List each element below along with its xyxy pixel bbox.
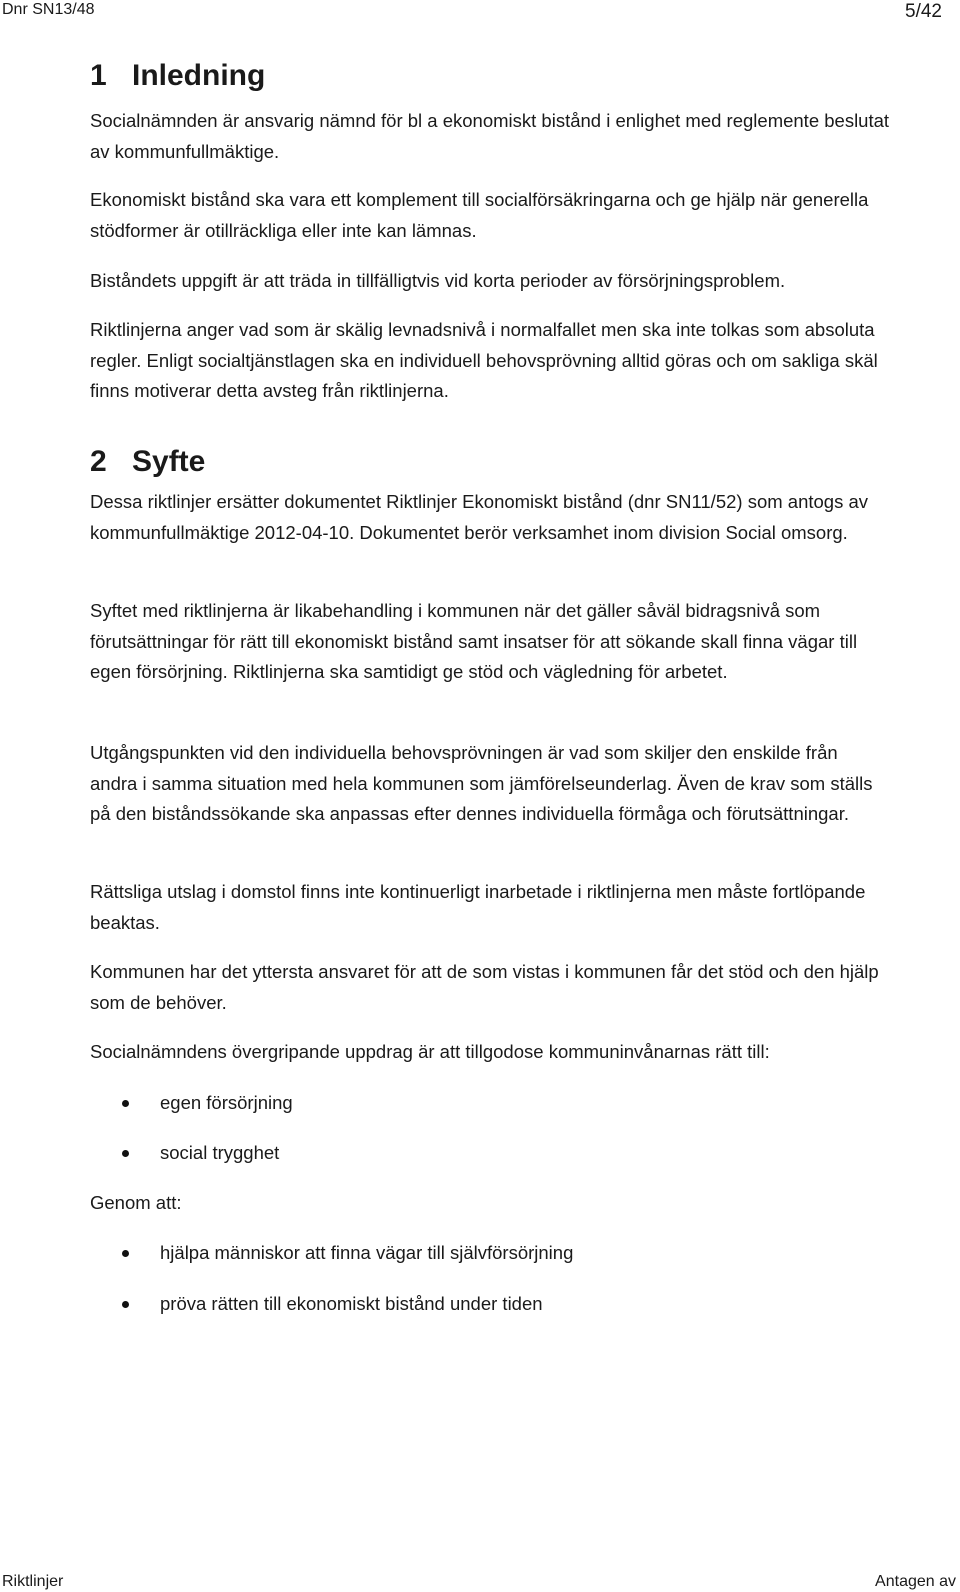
paragraph: Dessa riktlinjer ersätter dokumentet Riktlinjer Ekonomiskt bistånd (dnr SN11/52) som antogs av kommunfullmäktige 2012-04-10. Dokumentet berör verksamhet inom division Social omsorg. xyxy=(90,491,869,543)
list-item-text: social trygghet xyxy=(160,1142,280,1163)
heading-syfte xyxy=(90,444,205,480)
paragraph: Riktlinjerna anger vad som är skälig levnadsnivå i normalfallet men ska inte tolkas som absoluta regler. Enligt socialtjänstlagen ska en individuell behovsprövning alltid göras och om sakliga skäl finns motiverar detta avsteg från riktlinjerna. xyxy=(90,319,878,401)
paragraph: Kommunen har det yttersta ansvaret för att de som vistas i kommunen får det stöd och den hjälp som de behöver. xyxy=(90,961,879,1013)
bullet-icon xyxy=(122,1301,129,1308)
bullet-icon xyxy=(122,1250,129,1257)
header-document-number: Dnr SN13/48 xyxy=(2,1,95,18)
footer-document-type: Riktlinjer xyxy=(2,1573,64,1590)
paragraph: Utgångspunkten vid den individuella behovsprövningen är vad som skiljer den enskilde från andra i samma situation med hela kommunen som jämförelseunderlag. Även de krav som ställs på den biståndssökande ska anpassas efter dennes individuella förmåga och förutsättningar. xyxy=(90,742,873,824)
header-page-number: 5/42 xyxy=(905,1,942,22)
list-item-text: pröva rätten till ekonomiskt bistånd under tiden xyxy=(160,1293,543,1314)
heading-number: 1 xyxy=(90,59,107,92)
heading-title: Syfte xyxy=(132,445,206,478)
heading-inledning xyxy=(90,58,265,94)
paragraph: Ekonomiskt bistånd ska vara ett komplement till socialförsäkringarna och ge hjälp när generella stödformer är otillräckliga eller inte kan lämnas. xyxy=(90,189,869,241)
paragraph: Rättsliga utslag i domstol finns inte kontinuerligt inarbetade i riktlinjerna men måste fortlöpande beaktas. xyxy=(90,881,866,933)
bullet-icon xyxy=(122,1100,129,1107)
list-item-text: hjälpa människor att finna vägar till självförsörjning xyxy=(160,1242,574,1263)
footer-adoption: Antagen av xyxy=(875,1573,956,1590)
paragraph: Syftet med riktlinjerna är likabehandling i kommunen när det gäller såväl bidragsnivå som förutsättningar för rätt till ekonomiskt bistånd samt insatser för att sökande skall finna vägar till egen försörjning. Riktlinjerna ska samtidigt ge stöd och vägledning för arbetet. xyxy=(90,600,858,682)
paragraph: Biståndets uppgift är att träda in tillfälligtvis vid korta perioder av försörjningsproblem. xyxy=(90,270,786,291)
bullet-icon xyxy=(122,1150,129,1157)
paragraph: Genom att: xyxy=(90,1192,182,1213)
heading-title: Inledning xyxy=(132,59,266,92)
paragraph: Socialnämndens övergripande uppdrag är att tillgodose kommuninvånarnas rätt till: xyxy=(90,1041,770,1062)
heading-number: 2 xyxy=(90,445,107,478)
paragraph: Socialnämnden är ansvarig nämnd för bl a ekonomiskt bistånd i enlighet med reglemente beslutat av kommunfullmäktige. xyxy=(90,110,890,162)
list-item-text: egen försörjning xyxy=(160,1092,293,1113)
